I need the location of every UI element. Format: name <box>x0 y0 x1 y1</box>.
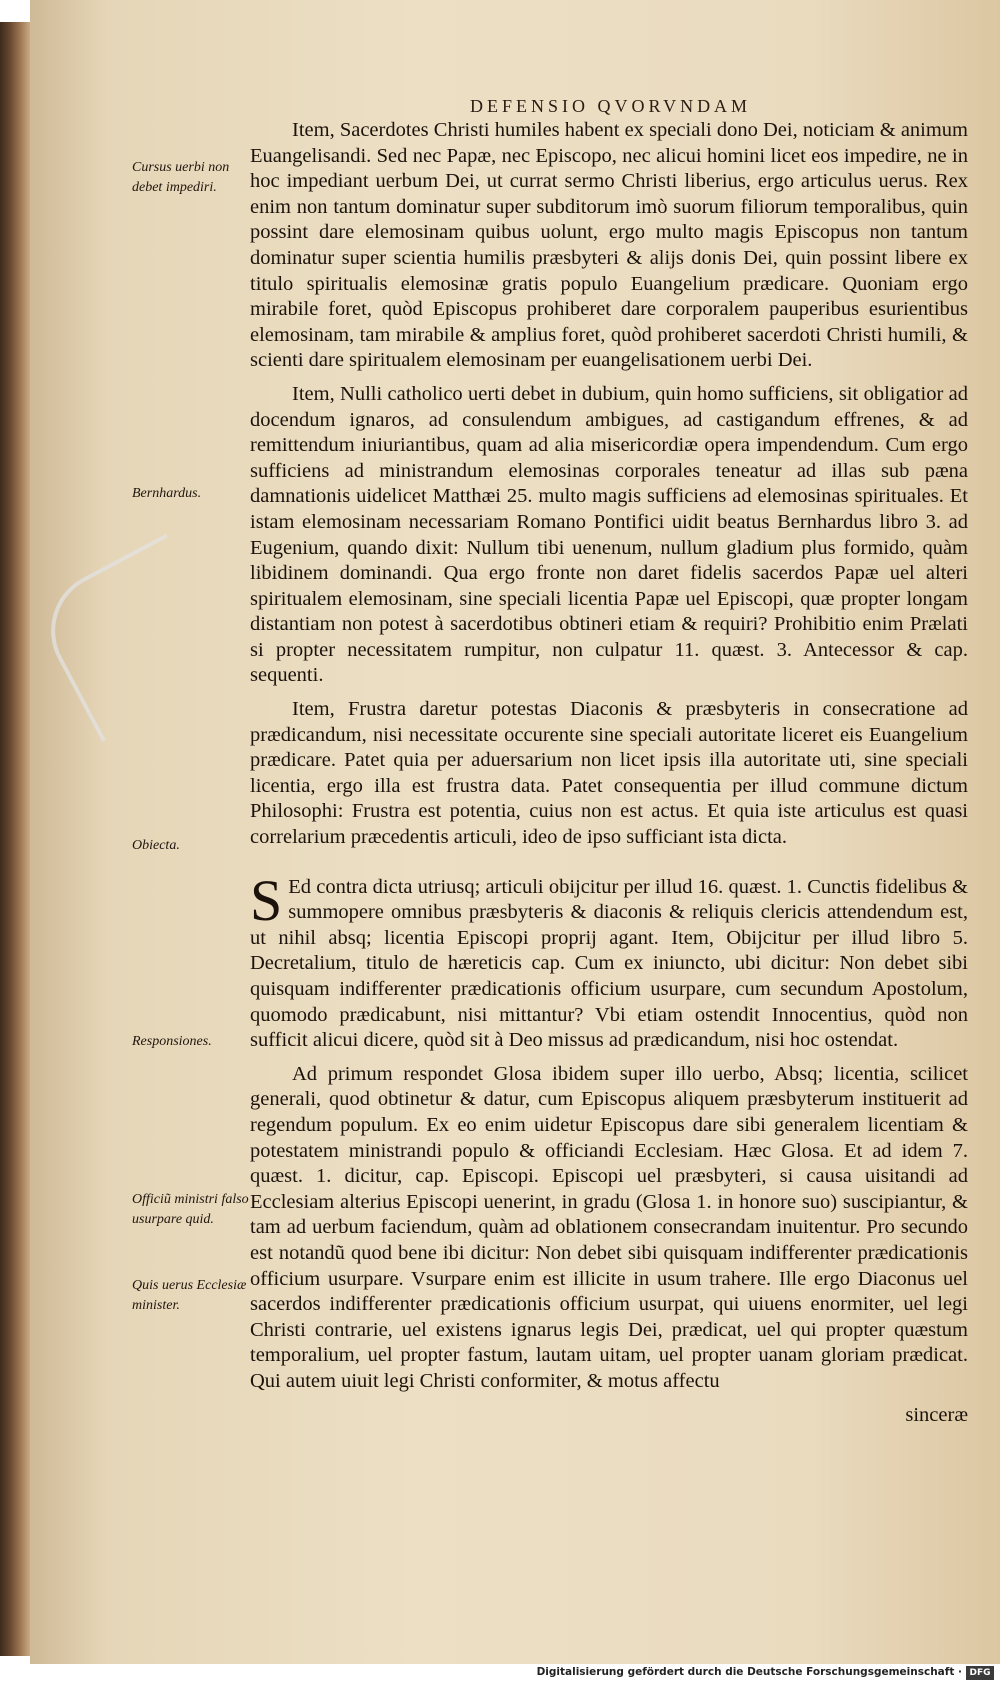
paragraph: Item, Sacerdotes Christi humiles habent ex speciali dono Dei, noticiam & animum Euangelisandi. Sed nec Papæ, nec Episcopo, nec alicui homini licet eos impedire, ne in hoc impediant uerbum Dei, ut currat sermo Christi liberius, ergo articulus uerus. Rex enim non tantum dominatur super subditorum imò suorum filiorum temporalibus, quin possint dare elemosinam quibus uolunt, ergo multo magis Episcopus non tantum dominatur super scientia humilis præsbyteri & alijs donis Dei, quin possint libere ex titulo spiritualis elemosinæ gratis populo Euangelium prædicare. Quoniam ergo mirabile foret, quòd Episcopus prohiberet dare corporalem pauperibus esurientibus elemosinam, tam mirabile & amplius foret, quòd prohiberet sacerdoti Christi humili, & scienti dare spiritualem elemosinam per euangelisationem uerbi Dei. <box>250 119 968 372</box>
section-gap <box>250 859 968 875</box>
paragraph-text: Ed contra dicta utriusq; articuli obijcitur per illud 16. quæst. 1. Cunctis fidelibus & summopere omnibus præsbyteris & diaconis & reliquis clericis attendendum est, ut nihil absq; licentia Episcopi proprij agant. Item, Obijcitur per illud libro 5. Decretalium, titulo de hæreticis cap. Cum ex iniuncto, ubi dicitur: Non debet sibi quisquam indifferenter prædicationis officium usurpare, cum secundum Apostolum, quomodo prædicabunt, nisi mittantur? Vbi etiam ostendit Innocentius, quòd non sufficit alicui dicere, quòd sit à Deo missus ad prædicandum, nisi hoc ostendat. <box>250 875 968 1052</box>
paragraph: Item, Frustra daretur potestas Diaconis & præsbyteris in consecratione ad prædicandum, nisi necessitate occurente sine speciali autoritate liceret eis Euangelium prædicare. Patet quia per aduersarium non licet ipsis illa autoritate uti, sine speciali licentia, ergo illa est frustra data. Patet consequentia per illud commune dictum Philosophi: Frustra est potentia, cuius non est actus. Et quia iste articulus est quasi correlarium præcedentis articuli, ideo de ipso sufficiant ista dicta. <box>250 698 968 849</box>
margin-note: Bernhardus. <box>132 486 202 501</box>
main-text <box>250 118 968 1428</box>
margin-note: Obiecta. <box>132 838 180 853</box>
book-binding <box>0 22 30 1656</box>
drop-cap: S <box>250 867 283 933</box>
margin-note: Cursus uerbi non debet impediri. <box>132 160 230 195</box>
margin-note: Quis uerus Ecclesiæ minister. <box>132 1278 247 1313</box>
footer-credit: Digitalisierung gefördert durch die Deutsche Forschungsgemeinschaft · <box>536 1666 962 1678</box>
dfg-logo: DFG <box>966 1666 994 1680</box>
margin-note: Officiũ ministri falso usurpare quid. <box>132 1192 249 1227</box>
paragraph-obiecta <box>250 867 968 1054</box>
margin-notes-column <box>132 0 250 1664</box>
paragraph: Item, Nulli catholico uerti debet in dubium, quin homo sufficiens, sit obligatior ad docendum ignaros, ad consulendum ambigues, ad castigandum effrenes, & ad remittendum iniuriantibus, quam ad alia misericordiæ opera impendendum. Cum ergo sufficiens ad ministrandum elemosinas corporales teneatur ad illas sub pæna damnationis uidelicet Matthæi 25. multo magis sufficiens ad elemosinas spirituales. Et istam elemosinam necessariam Romano Pontifici uidit beatus Bernhardus libro 3. ad Eugenium, quando dixit: Nullum tibi uenenum, nullum gladium plus formido, quàm libidinem dominandi. Qua ergo fronte non daret fidelis sacerdos Papæ uel alteri spiritualem elemosinam, sine speciali licentia Papæ uel Episcopi, quæ propter longam distantiam non potest à sacerdotibus obtineri etiam & requiri? Prohibitio enim Prælati si propter necessitatem rumpitur, non culpatur 11. quæst. 3. Antecessor & cap. sequenti. <box>250 382 968 687</box>
digitization-footer <box>0 1664 1000 1684</box>
running-head: DEFENSIO QVORVNDAM <box>470 96 752 116</box>
margin-note: Responsiones. <box>132 1034 212 1049</box>
paragraph: Ad primum respondet Glosa ibidem super illo uerbo, Absq; licentia, scilicet generali, quod obtinetur & datur, cum Episcopus aliquem præsbyterum instituerit ad regendum populum. Ex eo enim uidetur Episcopus dare sibi generalem licentiam & potestatem ministrandi populo & officiandi Ecclesiam. Hæc Glosa. Et ad idem 7. quæst. 1. dicitur, cap. Episcopi. Episcopi uel præsbyteri, si causa uisitandi ad Ecclesiam alterius Episcopi uenerint, in gradu (Glosa 1. in honore suo) suscipiantur, & tam ad uerbum faciendum, quàm ad oblationem consecrandam inuitentur. Pro secundo est notandũ quod bene ibi dicitur: Non debet sibi quisquam indifferenter prædicationis officium usurpare. Vsurpare enim est illicite in usum trahere. Ille ergo Diaconus uel sacerdos indifferenter prædicationis officium usurpat, qui uiuens enormiter, uel legi Christi contrarie, uel existens ignarus legis Dei, prædicat, uel qui propter quæstum temporalium, uel propter fastum, lautam uitam, uel propter uanam gloriam prædicat. Qui autem uiuit legi Christi conformiter, & motus affectu <box>250 1062 968 1392</box>
catchword: sinceræ <box>905 1403 968 1426</box>
